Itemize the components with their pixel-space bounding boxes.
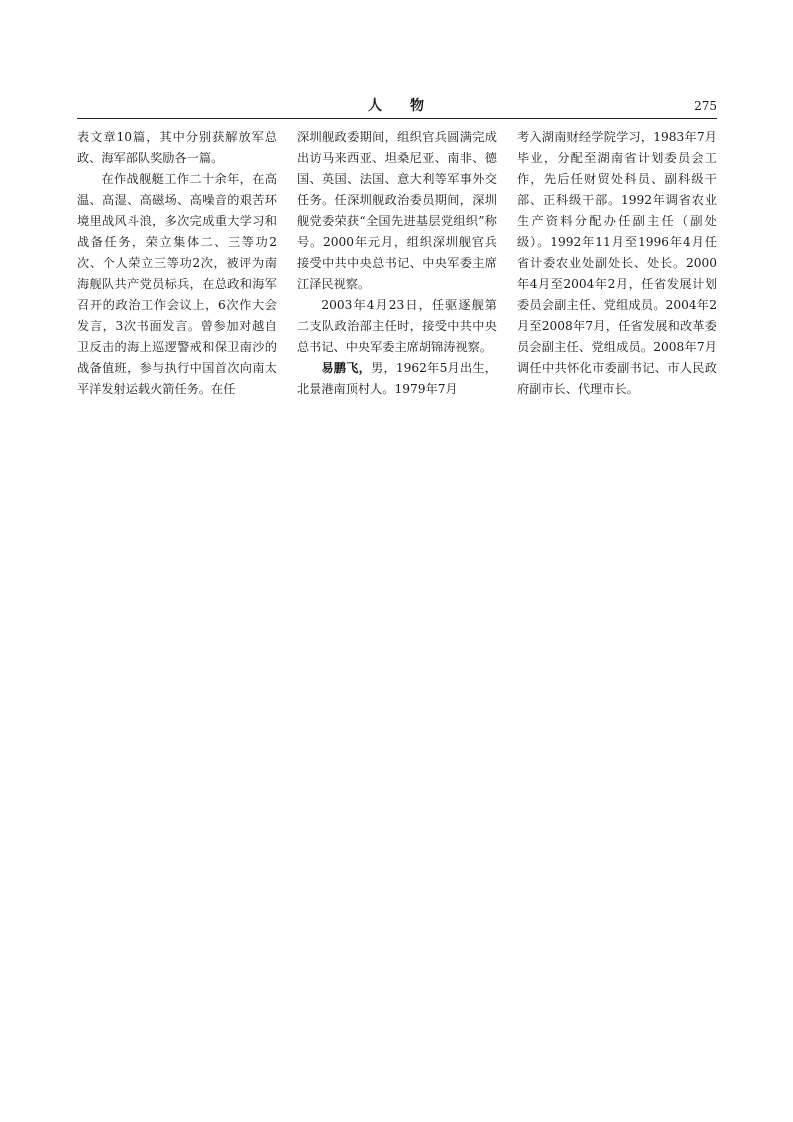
column-1 — [77, 127, 277, 400]
running-header — [77, 96, 717, 118]
paragraph: 表文章10篇，其中分别获解放军总政、海军部队奖励各一篇。 — [77, 130, 277, 165]
header-rule — [77, 118, 717, 119]
column-3 — [517, 127, 717, 400]
paragraph: 在作战舰艇工作二十余年，在高温、高湿、高磁场、高噪音的艰苦环境里战风斗浪，多次完成重大学习和战备任务，荣立集体二、三等功2次、个人荣立三等功2次，被评为南海舰队共产党员标兵，在总政和海军召开的政治工作会议上，6次作大会发言，3次书面发言。曾参加对越自卫反击的海上巡逻警戒和保卫南沙的战备值班，参与执行中国首次向南太平洋发射运载火箭任务。在任 — [77, 172, 277, 396]
paragraph: 考入湖南财经学院学习，1983年7月毕业，分配至湖南省计划委员会工作，先后任财贸处科员、副科级干部、正科级干部。1992年调省农业生产资料分配办任副主任（副处级）。1992年11月至1996年4月任省计委农业处副处长、处长。2000年4月至2004年2月，任省发展计划委员会副主任、党组成员。2004年2月至2008年7月，任省发展和改革委员会副主任、党组成员。2008年7月调任中共怀化市委副书记、市人民政府副市长、代理市长。 — [517, 130, 717, 396]
section-title — [77, 96, 717, 116]
page-number: 275 — [694, 99, 717, 113]
section-title-char-2: 物 — [410, 98, 426, 114]
section-title-char-1: 人 — [368, 98, 384, 114]
person-name: 易鹏飞， — [321, 361, 372, 375]
paragraph: 2003年4月23日，任驱逐舰第二支队政治部主任时，接受中共中央总书记、中央军委主席胡锦涛视察。 — [297, 298, 497, 354]
biography-text: 男，1962年5月出生，北景港南顶村人。1979年7月 — [297, 361, 497, 396]
biography-entry — [297, 358, 497, 400]
paragraph: 深圳舰政委期间，组织官兵圆满完成出访马来西亚、坦桑尼亚、南非、德国、英国、法国、意大利等军事外交任务。任深圳舰政治委员期间，深圳舰党委荣获“全国先进基层党组织”称号。2000年元月，组织深圳舰官兵接受中共中央总书记、中央军委主席江泽民视察。 — [297, 130, 497, 291]
column-2 — [297, 127, 497, 400]
